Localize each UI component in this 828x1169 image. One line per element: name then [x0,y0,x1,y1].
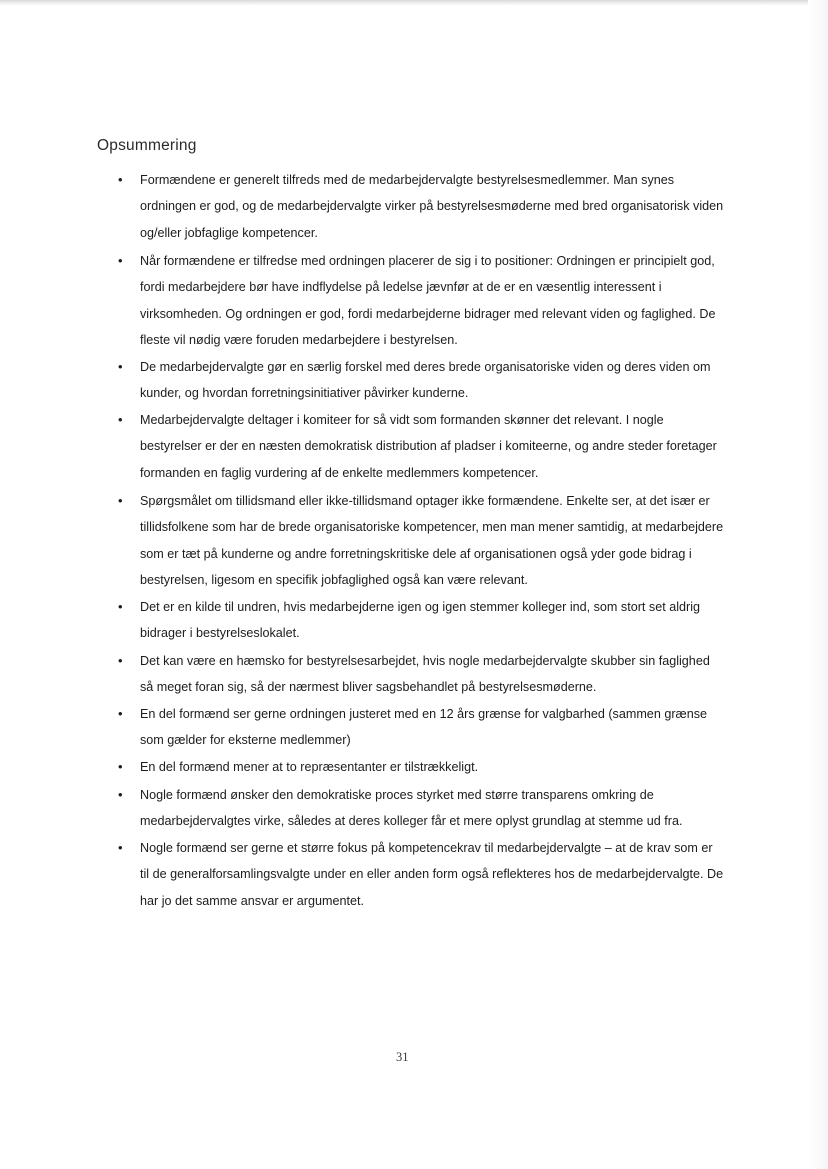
list-item-text: Medarbejdervalgte deltager i komiteer for så vidt som formanden skønner det relevant. I nogle bestyrelser er der en næsten demokratisk distribution af pladser i komiteerne, og andre steder foretager formanden en faglig vurdering af de enkelte medlemmers kompetencer. [140,413,717,480]
list-item [118,782,725,835]
scan-shadow [808,0,828,1169]
bullet-icon: • [118,253,123,268]
bullet-icon: • [118,840,123,855]
bullet-icon: • [118,359,123,374]
list-item-text: Formændene er generelt tilfreds med de medarbejdervalgte bestyrelsesmedlemmer. Man synes ordningen er god, og de medarbejdervalgte virker på bestyrelsesmøderne med bred organisatorisk viden og/eller jobfaglige kompetencer. [140,173,724,240]
bullet-icon: • [118,412,123,427]
list-item [118,835,725,914]
bullet-icon: • [118,653,123,668]
list-item [118,167,725,246]
list-item [118,488,725,594]
bullet-icon: • [118,172,123,187]
bullet-icon: • [118,759,123,774]
bullet-icon: • [118,706,123,721]
list-item [118,648,725,701]
list-item-text: Det kan være en hæmsko for bestyrelsesarbejdet, hvis nogle medarbejdervalgte skubber sin faglighed så meget foran sig, så der nærmest bliver sagsbehandlet på bestyrelsesmøderne. [140,654,710,695]
list-item [118,754,725,780]
list-item [118,354,725,407]
scan-edge [0,0,828,6]
list-item-text: Det er en kilde til undren, hvis medarbejderne igen og igen stemmer kolleger ind, som stort set aldrig bidrager i bestyrelseslokalet. [140,600,701,641]
list-item-text: Spørgsmålet om tillidsmand eller ikke-tillidsmand optager ikke formændene. Enkelte ser, at det især er tillidsfolkene som har de brede organisatoriske kompetencer, men man mener samtidig, at medarbejdere som er tæt på kunderne og andre forretningskritiske dele af organisationen også yder gode bidrag i bestyrelsen, ligesom en specifik jobfaglighed også kan være relevant. [140,494,724,588]
list-item-text: En del formænd mener at to repræsentanter er tilstrækkeligt. [140,760,479,774]
list-item-text: Nogle formænd ønsker den demokratiske proces styrket med større transparens omkring de medarbejdervalgtes virke, således at deres kolleger får et mere oplyst grundlag at stemme ud fra. [140,788,683,829]
bullet-icon: • [118,599,123,614]
bullet-icon: • [118,787,123,802]
page-number: 31 [396,1050,409,1064]
list-item-text: Når formændene er tilfredse med ordningen placerer de sig i to positioner: Ordningen er principielt god, fordi medarbejdere bør have indflydelse på ledelse jævnfør at de er en væsentlig interessent i virksomheden. Og ordningen er god, fordi medarbejderne bidrager med relevant viden og faglighed. De fleste vil nødig være foruden medarbejdere i bestyrelsen. [140,254,716,348]
list-item [118,594,725,647]
bullet-icon: • [118,493,123,508]
list-item-text: Nogle formænd ser gerne et større fokus på kompetencekrav til medarbejdervalgte – at de krav som er til de generalforsamlingsvalgte under en eller anden form også reflekteres hos de medarbejdervalgte. De har jo det samme ansvar er argumentet. [140,841,724,908]
list-item [118,701,725,754]
list-item [118,248,725,354]
list-item-text: De medarbejdervalgte gør en særlig forskel med deres brede organisatoriske viden og deres viden om kunder, og hvordan forretningsinitiativer påvirker kunderne. [140,360,711,401]
list-item-text: En del formænd ser gerne ordningen justeret med en 12 års grænse for valgbarhed (sammen grænse som gælder for eksterne medlemmer) [140,707,708,748]
section-heading: Opsummering [97,137,197,154]
list-item [118,407,725,486]
